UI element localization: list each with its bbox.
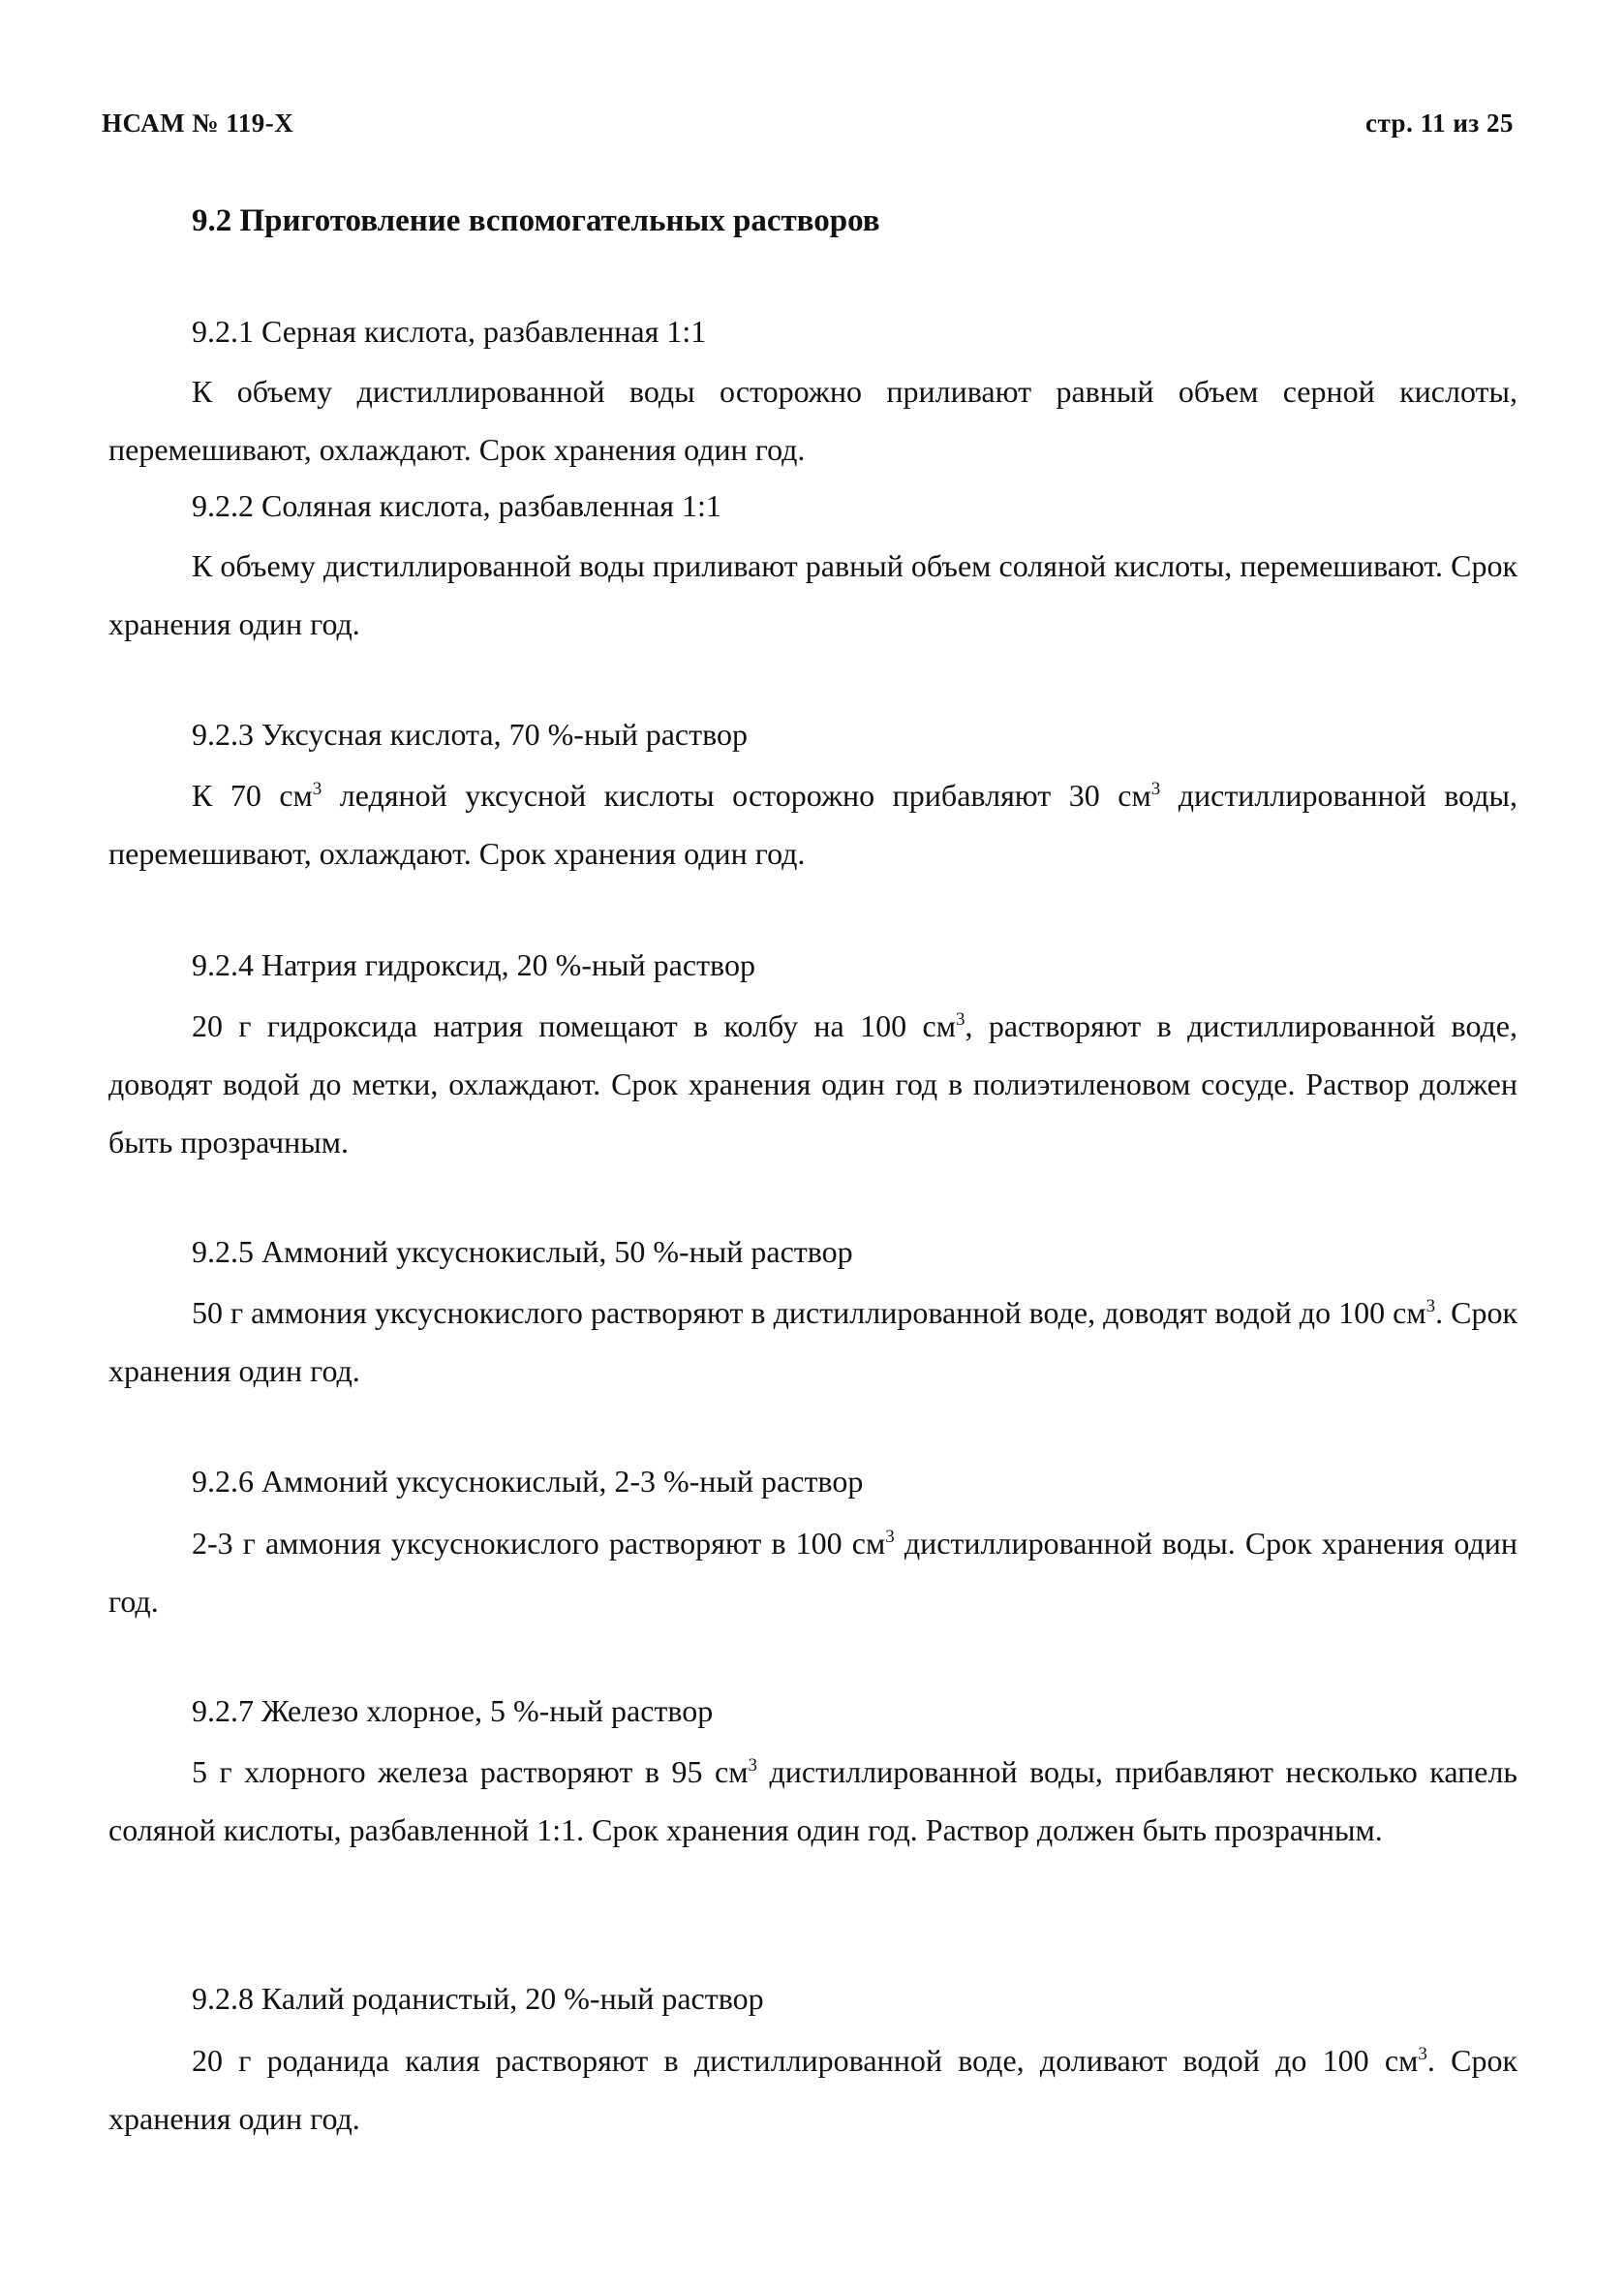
superscript: 3 <box>955 1009 965 1030</box>
document-code: НСАМ № 119-Х <box>102 108 294 138</box>
subsection-text <box>108 1283 1517 1400</box>
superscript: 3 <box>1425 1296 1436 1316</box>
text-run: 5 г хлорного железа растворяют в 95 см <box>192 1754 749 1789</box>
subsection-heading: 9.2.6 Аммоний уксуснокислый, 2-3 %-ный раствор <box>192 1464 864 1499</box>
subsection-text <box>108 997 1517 1171</box>
superscript: 3 <box>312 779 322 799</box>
subsection-text: К объему дистиллированной воды приливают равный объем соляной кислоты, перемешивают. Срок хранения один год. <box>108 548 1517 641</box>
subsection-heading: 9.2.5 Аммоний уксуснокислый, 50 %-ный раствор <box>192 1234 853 1269</box>
subsection-text: К объему дистиллированной воды осторожно приливают равный объем серной кислоты, перемешивают, охлаждают. Срок хранения один год. <box>108 374 1517 467</box>
superscript: 3 <box>1150 779 1161 799</box>
superscript: 3 <box>885 1527 895 1547</box>
subsection-text <box>108 1743 1517 1859</box>
subsection-heading: 9.2.2 Соляная кислота, разбавленная 1:1 <box>192 488 721 523</box>
text-run: 50 г аммония уксуснокислого растворяют в дистиллированной воде, доводят водой до 100 см <box>192 1295 1426 1330</box>
text-run: К 70 см <box>192 778 313 813</box>
section-title: 9.2 Приготовление вспомогательных растворов <box>192 203 880 238</box>
subsection-heading: 9.2.4 Натрия гидроксид, 20 %-ный раствор <box>192 947 755 982</box>
text-run: 20 г роданида калия растворяют в дистиллированной воде, доливают водой до 100 см <box>192 2043 1419 2078</box>
subsection-heading: 9.2.7 Железо хлорное, 5 %-ный раствор <box>192 1693 714 1728</box>
text-run: , растворяют в дистиллированной воде, доводят водой до метки, охлаждают. Срок хранения один год в полиэтиленовом сосуде. Раствор должен быть прозрачным. <box>108 1008 1518 1159</box>
subsection-text <box>108 766 1517 882</box>
subsection-heading: 9.2.8 Калий роданистый, 20 %-ный раствор <box>192 1981 764 2016</box>
subsection-heading: 9.2.1 Серная кислота, разбавленная 1:1 <box>192 314 707 349</box>
page-number: стр. 11 из 25 <box>1364 108 1514 138</box>
text-run: дистиллированной воды, перемешивают, охлаждают. Срок хранения один год. <box>108 778 1518 871</box>
superscript: 3 <box>748 1755 757 1776</box>
subsection-text <box>108 2031 1517 2148</box>
text-run: . Срок хранения один год. <box>108 1295 1518 1388</box>
text-run: ледяной уксусной кислоты осторожно прибавляют 30 см <box>322 778 1151 813</box>
superscript: 3 <box>1418 2044 1427 2064</box>
text-run: . Срок хранения один год. <box>108 2043 1518 2136</box>
subsection-heading: 9.2.3 Уксусная кислота, 70 %-ный раствор <box>192 717 748 752</box>
subsection-text <box>108 1514 1517 1630</box>
text-run: 2-3 г аммония уксуснокислого растворяют в 100 см <box>192 1526 886 1561</box>
text-run: 20 г гидроксида натрия помещают в колбу на 100 см <box>192 1008 956 1043</box>
text-run: дистиллированной воды. Срок хранения один год. <box>108 1526 1518 1619</box>
text-run: дистиллированной воды, прибавляют несколько капель соляной кислоты, разбавленной 1:1. Срок хранения один год. Раствор должен быть прозрачным. <box>108 1754 1518 1847</box>
